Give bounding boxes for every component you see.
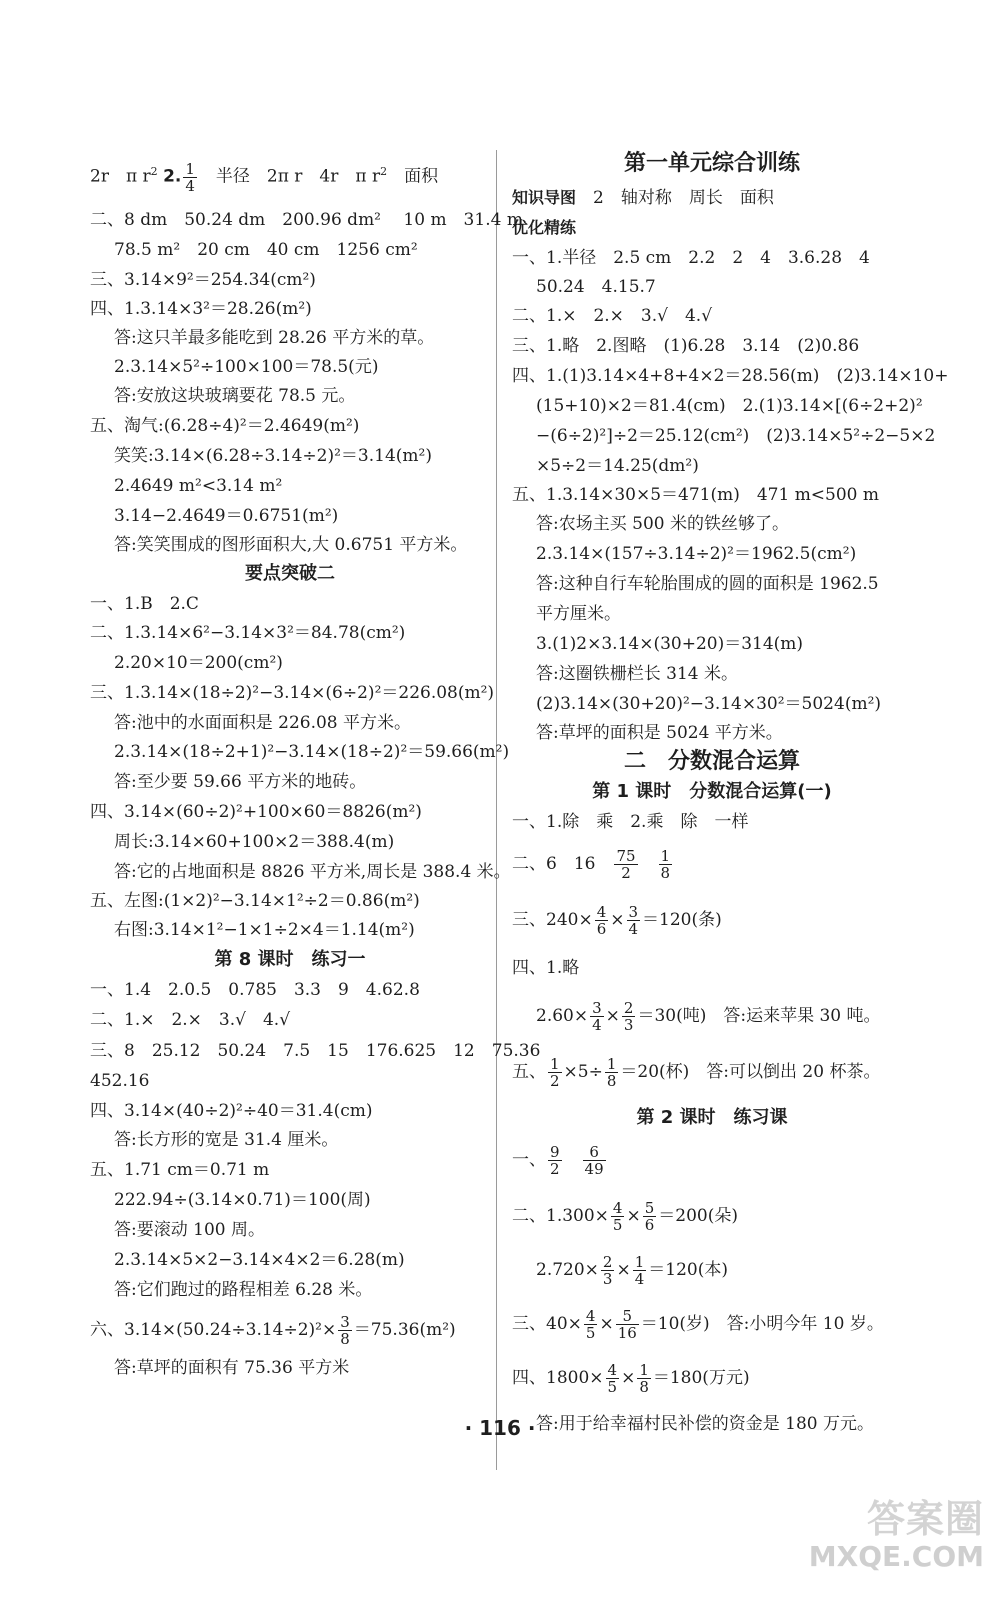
answer-line: 五、1.3.14×30×5＝471(m) 471 m<500 m (512, 485, 880, 505)
fraction: $\frac{3}{8}$ (340, 1313, 350, 1348)
watermark-url: MXQE.COM (808, 1540, 984, 1573)
answer-line: 四、3.14×(40÷2)²÷40＝31.4(cm) (90, 1101, 373, 1121)
answer-line: 二、1.300× $\frac{4}{5}$ × $\frac{5}{6}$ ＝200(朵) (512, 1199, 738, 1234)
fraction: $\frac{1}{4}$ (185, 159, 195, 195)
answer-line: 二、1.× 2.× 3.√ 4.√ (512, 306, 713, 326)
answer-line: 3.14−2.4649＝0.6751(m²) (114, 506, 339, 526)
answer-line: 二、1.3.14×6²−3.14×3²＝84.78(cm²) (90, 623, 406, 643)
answer-line: 2.3.14×5×2−3.14×4×2＝6.28(m) (114, 1250, 405, 1270)
answer-line: 六、3.14×(50.24÷3.14÷2)²× $\frac{3}{8}$ ＝75.36(m²) (90, 1313, 456, 1348)
fraction: $\frac{4}{5}$ (607, 1361, 618, 1396)
answer-line: 三、3.14×9²＝254.34(cm²) (90, 270, 316, 290)
answer-line: 二、6 16 $\frac{75}{2}$ $\frac{1}{8}$ (512, 847, 671, 882)
answer-line: (15+10)×2＝81.4(cm) 2.(1)3.14×[(6÷2+2)² (536, 396, 923, 416)
answer-line: 三、1.略 2.图略 (1)6.28 3.14 (2)0.86 (512, 336, 860, 356)
answer-line: 2.4649 m²<3.14 m² (114, 476, 283, 496)
answer-line: 四、1.(1)3.14×4+8+4×2＝28.56(m) (2)3.14×10+ (512, 366, 949, 386)
fraction: $\frac{2}{3}$ (623, 999, 634, 1034)
answer-line: 五、1.71 cm＝0.71 m (90, 1160, 270, 1180)
answer-line: 222.94÷(3.14×0.71)＝100(周) (114, 1190, 371, 1210)
answer-line: −(6÷2)²]÷2＝25.12(cm²) (2)3.14×5²÷2−5×2 (536, 426, 936, 446)
column-divider (496, 150, 497, 1470)
answer-line: 答:笑笑围成的图形面积大,大 0.6751 平方米。 (114, 535, 468, 555)
answer-line: 3.(1)2×3.14×(30+20)＝314(m) (536, 634, 804, 654)
fraction: $\frac{4}{5}$ (585, 1307, 596, 1342)
fraction: $\frac{1}{2}$ (550, 1055, 560, 1090)
answer-line: 答:至少要 59.66 平方米的地砖。 (114, 772, 367, 792)
answer-line: ×5÷2＝14.25(dm²) (536, 456, 699, 476)
answer-line: 2.3.14×5²÷100×100＝78.5(元) (114, 357, 379, 377)
answer-line: 笑笑:3.14×(6.28÷3.14÷2)²＝3.14(m²) (114, 446, 432, 466)
answer-line: 三、40× $\frac{4}{5}$ × $\frac{5}{16}$ ＝10(岁) 答:小明今年 10 岁。 (512, 1307, 884, 1342)
fraction: $\frac{1}{8}$ (660, 847, 671, 882)
fraction: $\frac{75}{2}$ (616, 847, 636, 882)
answer-line: 知识导图 2 轴对称 周长 面积 (512, 188, 774, 208)
fraction: $\frac{4}{6}$ (596, 903, 607, 938)
answer-line: 二、8 dm 50.24 dm 200.96 dm² 10 m 31.4 m (90, 210, 523, 230)
fraction: $\frac{1}{4}$ (634, 1253, 645, 1288)
answer-line: 四、1.3.14×3²＝28.26(m²) (90, 299, 312, 319)
answer-line: 一、1.半径 2.5 cm 2.2 2 4 3.6.28 4 (512, 248, 870, 268)
answer-line: 一、1.除 乘 2.乘 除 一样 (512, 812, 749, 832)
section-heading: 要点突破二 (245, 563, 335, 584)
answer-line: 答:这种自行车轮胎围成的圆的面积是 1962.5 (536, 574, 879, 594)
answer-line: 答:它们跑过的路程相差 6.28 米。 (114, 1280, 373, 1300)
answer-line: 五、 $\frac{1}{2}$ ×5÷ $\frac{1}{8}$ ＝20(杯) 答:可以倒出 20 杯茶。 (512, 1055, 881, 1090)
watermark-logo (800, 1488, 990, 1588)
answer-line: 一、1.B 2.C (90, 594, 199, 614)
answer-line: 五、左图:(1×2)²−3.14×1²÷2＝0.86(m²) (90, 891, 420, 911)
answer-line: 2.720× $\frac{2}{3}$ × $\frac{1}{4}$ ＝120(本) (536, 1253, 728, 1288)
answer-line: 答:要滚动 100 周。 (114, 1220, 265, 1240)
answer-line: 答:它的占地面积是 8826 平方米,周长是 388.4 米。 (114, 862, 511, 882)
answer-line: 2.3.14×(157÷3.14÷2)²＝1962.5(cm²) (536, 544, 857, 564)
subsection-label: 优化精练 (512, 218, 577, 237)
answer-line: 2r π $r^2$ 2. $\frac{1}{4}$ 半径 2π r 4r π $r^2$ 面积 (90, 159, 439, 195)
answer-line: 答:这圈铁栅栏长 314 米。 (536, 664, 738, 684)
answer-line: 452.16 (90, 1071, 150, 1091)
fraction: $\frac{9}{2}$ (550, 1143, 560, 1178)
answer-line: 答:草坪的面积有 75.36 平方米 (114, 1358, 350, 1378)
chapter-heading: 二 分数混合运算 (623, 749, 800, 774)
answer-line: 答:长方形的宽是 31.4 厘米。 (114, 1130, 339, 1150)
answer-line: 答:用于给幸福村民补偿的资金是 180 万元。 (536, 1414, 874, 1434)
answer-line: 78.5 m² 20 cm 40 cm 1256 cm² (114, 240, 418, 260)
answer-line: 三、240× $\frac{4}{6}$ × $\frac{3}{4}$ ＝120(条) (512, 903, 722, 938)
answer-line: 三、1.3.14×(18÷2)²−3.14×(6÷2)²＝226.08(m²) (90, 683, 495, 703)
answer-line: 50.24 4.15.7 (536, 277, 656, 297)
answer-line: 2.20×10＝200(cm²) (114, 653, 283, 673)
answer-line: 答:农场主买 500 米的铁丝够了。 (536, 514, 789, 534)
answer-line: 一、1.4 2.0.5 0.785 3.3 9 4.62.8 (90, 980, 420, 1000)
fraction: $\frac{5}{16}$ (617, 1307, 637, 1342)
section-heading: 第 2 课时 练习课 (636, 1107, 788, 1128)
fraction: $\frac{5}{6}$ (644, 1199, 655, 1234)
answer-line: 一、 $\frac{9}{2}$ $\frac{6}{49}$ (512, 1143, 604, 1178)
answer-line: 四、1800× $\frac{4}{5}$ × $\frac{1}{8}$ ＝180(万元) (512, 1361, 750, 1396)
section-title: 第一单元综合训练 (623, 151, 800, 176)
fraction: $\frac{6}{49}$ (584, 1143, 604, 1178)
answer-line: (2)3.14×(30+20)²−3.14×30²＝5024(m²) (536, 694, 882, 714)
fraction: $\frac{4}{5}$ (612, 1199, 623, 1234)
answer-line: 五、淘气:(6.28÷4)²＝2.4649(m²) (90, 416, 360, 436)
fraction: $\frac{1}{8}$ (639, 1361, 649, 1396)
page-number: · 116 · (464, 1416, 536, 1440)
fraction: $\frac{1}{8}$ (606, 1055, 617, 1090)
watermark-text: 答案圈 (866, 1497, 984, 1541)
answer-line: 平方厘米。 (536, 604, 621, 624)
fraction: $\frac{2}{3}$ (602, 1253, 613, 1288)
answer-line: 三、8 25.12 50.24 7.5 15 176.625 12 75.36 (90, 1041, 541, 1061)
fraction: $\frac{3}{4}$ (592, 999, 602, 1034)
answer-line: 二、1.× 2.× 3.√ 4.√ (90, 1010, 291, 1030)
answer-line: 答:池中的水面面积是 226.08 平方米。 (114, 713, 412, 733)
answer-line: 四、3.14×(60÷2)²+100×60＝8826(m²) (90, 802, 422, 822)
answer-line: 右图:3.14×1²−1×1÷2×4＝1.14(m²) (114, 920, 415, 940)
answer-line: 答:这只羊最多能吃到 28.26 平方米的草。 (114, 328, 435, 348)
answer-line: 2.60× $\frac{3}{4}$ × $\frac{2}{3}$ ＝30(吨) 答:运来苹果 30 吨。 (536, 999, 881, 1034)
fraction: $\frac{3}{4}$ (628, 903, 639, 938)
answer-line: 2.3.14×(18÷2+1)²−3.14×(18÷2)²＝59.66(m²) (114, 742, 510, 762)
section-heading: 第 8 课时 练习一 (214, 949, 366, 970)
answer-line: 四、1.略 (512, 958, 580, 978)
section-heading: 第 1 课时 分数混合运算(一) (592, 781, 832, 802)
answer-line: 答:草坪的面积是 5024 平方米。 (536, 723, 783, 743)
answer-line: 周长:3.14×60+100×2＝388.4(m) (114, 832, 395, 852)
answer-line: 答:安放这块玻璃要花 78.5 元。 (114, 386, 356, 406)
